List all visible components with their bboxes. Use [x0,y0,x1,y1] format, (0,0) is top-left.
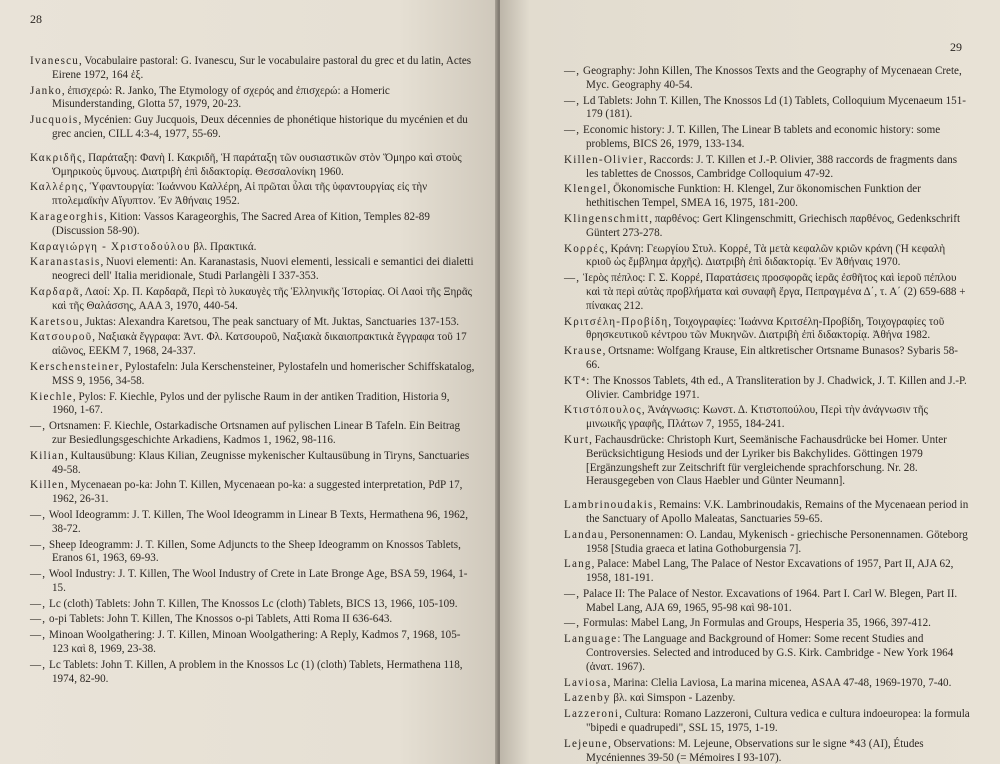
page-number: 28 [30,12,42,26]
entry-text: , Παράταξη: Φανὴ Ι. Κακριδῆ, Ἡ παράταξη τῶν ουσιαστικῶν στὸν Ὅμηρο καὶ στοὺς Ὁμηρικοὺς ὕμνους. Διατριβὴ ἐπὶ διδακτορίᾳ. Θεσσαλονίκη 1960. [52,151,462,178]
entry-heading: —, [30,508,47,521]
entry-text: Geography: John Killen, The Knossos Texts and the Geography of Mycenaean Crete, Myc. Geography 40-54. [580,65,962,91]
entry-text: o-pi Tablets: John T. Killen, The Knossos o-pi Tablets, Atti Roma II 636-643. [46,613,393,626]
bibliography-entry [564,738,970,764]
entry-text: , Pylostafeln: Jula Kerschensteiner, Pylostafeln und homerischer Schiffskatalog, MSS 9, 1956, 34-58. [52,360,475,387]
bibliography-entry [30,539,475,567]
entry-text: , Ökonomische Funktion: H. Klengel, Zur ökonomischen Funktion der hethitischen Tempel, SMEA 16, 1975, 181-200. [586,183,921,210]
entry-heading: Kilian [30,449,65,462]
entry-heading: Κακριδῆς [30,151,83,164]
bibliography-entry [30,629,475,657]
bibliography-entry [30,55,475,83]
bibliography-entry [30,152,475,180]
entry-heading: —, [564,94,581,107]
entry-text: The Knossos Tablets, 4th ed., A Transliteration by J. Chadwick, J. T. Killen and J.-P. Olivier. Cambridge 1971. [586,374,967,401]
entry-heading: Karageorghis [30,210,104,223]
entry-heading: —, [564,65,581,77]
entry-heading: Karanastasis [30,256,101,269]
bibliography-entry [564,499,970,527]
bibliography-entry [30,181,475,209]
entry-text: , Ortsname: Wolfgang Krause, Ein altkretischer Ortsname Bunasos? Sybaris 58-66. [586,345,958,371]
bibliography-entry [30,659,475,687]
bibliography-entry [564,617,970,631]
bibliography-entry [564,243,970,271]
entry-text: Ἱερὸς πέπλος: Γ. Σ. Κορρέ, Παρατάσεις προσφορᾶς ἱερᾶς ἐσθῆτος καὶ ἱεροῦ πέπλου καὶ τὰ περὶ αὐτὰς προβλήματα καὶ συναφῆ ἔργα, Πεπραγμένα Δ΄, τ. Α΄ (2) 659-688 + πίνακας 212. [580,272,966,312]
bibliography-entry [564,213,970,241]
page-number: 29 [950,40,962,54]
bibliography-entry [30,568,475,596]
bibliography-entry [30,598,475,612]
entry-text: , Remains: V.K. Lambrinoudakis, Remains of the Mycenaean period in the Sanctuary of Apollo Maleatas, Sanctuaries 59-65. [586,499,969,525]
entry-heading: Lang [564,558,592,571]
entry-heading: Krause [564,345,603,358]
right-page [500,0,1000,764]
entry-text: , Observations: M. Lejeune, Observations sur le signe *43 (AI), Études Mycéniennes 39-50 (= Mémoires I 93-107). [586,737,924,764]
bibliography-entry [564,272,970,313]
bibliography-entry [564,692,970,706]
entry-text: Lc Tablets: John T. Killen, A problem in the Knossos Lc (1) (cloth) Tablets, Hermathena 118, 1974, 82-90. [46,658,463,685]
bibliography-entry [30,211,475,239]
entry-heading: Lejeune [564,737,609,750]
entry-text: Ld Tablets: John T. Killen, The Knossos Ld (1) Tablets, Colloquium Mycenaeum 151-179 (181). [580,94,966,121]
entry-heading: Klengel [564,183,608,196]
entry-heading: Killen [30,479,65,492]
entry-text: , Kultausübung: Klaus Kilian, Zeugnisse mykenischer Kultausübung in Tiryns, Sanctuaries 49-58. [52,449,470,476]
entry-text: , Palace: Mabel Lang, The Palace of Nestor Excavations of 1957, Part II, AJA 62, 1958, 181-191. [586,558,954,585]
bibliography-entry [30,420,475,448]
entry-text: Sheep Ideogramm: J. T. Killen, Some Adjuncts to the Sheep Ideogramm on Knossos Tablets, Eranos 61, 1963, 69-93. [46,538,461,565]
bibliography-entry [564,375,970,403]
entry-text: βλ. καὶ Simspon - Lazenby. [610,692,736,705]
entry-text: , Ὑφαντουργία: Ἰωάννου Καλλέρη, Αἱ πρῶται ὗλαι τῆς ὑφαντουργίας εἰς τὴν πτολεμαϊκὴν Αἴγυπτον. Ἐν Ἀθήναις 1952. [52,181,428,208]
bibliography-entry [564,633,970,674]
entry-text: Palace II: The Palace of Nestor. Excavations of 1964. Part I. Carl W. Blegen, Part II. Mabel Lang, AJA 69, 1965, 95-98 καὶ 98-101. [580,587,958,614]
bibliography-entry [30,509,475,537]
entry-text: βλ. Πρακτικά. [190,240,257,253]
bibliography-entry [30,256,475,284]
entry-heading: —, [30,538,47,551]
entry-text: Economic history: J. T. Killen, The Linear B tablets and economic history: some problems, BICS 26, 1979, 133-134. [580,124,941,150]
entry-heading: —, [564,617,581,630]
entry-heading: Καραγιώργη - Χριστοδούλου [30,240,191,253]
entry-heading: Καλλέρης [30,181,85,194]
entry-heading: —, [30,613,47,626]
entry-heading: KT⁴: [564,374,591,387]
left-page [0,0,497,764]
bibliography-entry [564,708,970,736]
entry-text: Wool Industry: J. T. Killen, The Wool Industry of Crete in Late Bronge Age, BSA 59, 1964, 1-15. [46,568,468,594]
entry-heading: Language [564,633,618,646]
bibliography-entry [564,316,970,344]
entry-text: , Juktas: Alexandra Karetsou, The peak sanctuary of Mt. Juktas, Sanctuaries 137-153. [79,315,460,328]
entry-heading: Laviosa [564,676,608,689]
bibliography-entry [564,124,970,152]
entry-heading: Klingenschmitt [564,212,650,225]
entry-heading: Lazenby [564,692,611,705]
entry-text: , ἐπισχερώ: R. Janko, The Etymology of σχερός and ἐπισχερώ: a Homeric Misunderstanding, Glotta 57, 1979, 20-23. [52,84,390,111]
entry-text: , παρθένος: Gert Klingenschmitt, Griechisch παρθένος, Gedenkschrift Güntert 273-278. [586,212,961,239]
bibliography-entry [30,331,475,359]
entry-heading: Κατσουροῦ [30,331,93,344]
bibliography-entry [564,183,970,211]
entry-heading: Kerschensteiner [30,360,120,373]
entry-heading: Kurt [564,433,590,446]
entry-heading: Lambrinoudakis [564,499,654,512]
entry-text: , Mycenaean po-ka: John T. Killen, Mycenaean po-ka: a suggested interpretation, PdP 17, 1962, 26-31. [52,479,463,506]
bibliography-entry [30,241,475,255]
bibliography-list [564,65,970,764]
entry-text: , Pylos: F. Kiechle, Pylos und der pylische Raum in der antiken Tradition, Historia 9, 1960, 1-67. [52,390,450,417]
entry-text: : The Language and Background of Homer: Some recent Studies and Controversies. Selected and introduced by G.S. Kirk. Cambridge - New York 1964 (ἀνατ. 1967). [586,633,954,673]
bibliography-entry [564,345,970,373]
entry-heading: Karetsou [30,315,80,328]
bibliography-entry [30,391,475,419]
entry-heading: Lazzeroni [564,708,620,721]
entry-heading: —, [30,420,47,433]
entry-heading: —, [30,597,47,610]
bibliography-entry [30,286,475,314]
entry-text: , Marina: Clelia Laviosa, La marina micenea, ASAA 47-48, 1969-1970, 7-40. [607,676,952,689]
entry-heading: —, [564,272,581,285]
entry-text: , Mycénien: Guy Jucquois, Deux décennies de phonétique historique du mycénien et du grec ancien, CILL 4:3-4, 1977, 55-69. [52,114,468,140]
bibliography-entry [30,450,475,478]
entry-text: , Personennamen: O. Landau, Mykenisch - griechische Personennamen. Göteborg 1958 [Studia graeca et latina Gothoburgensia 7]. [586,528,968,555]
entry-heading: —, [30,629,47,642]
entry-heading: Kiechle [30,390,73,403]
entry-heading: Καρδαρᾶ [30,285,80,298]
entry-heading: Ivanescu [30,55,80,67]
bibliography-entry [564,529,970,557]
bibliography-entry [564,558,970,586]
entry-heading: Jucquois [30,114,79,127]
bibliography-entry [30,114,475,142]
entry-text: Wool Ideogramm: J. T. Killen, The Wool Ideogramm in Linear B Texts, Hermathena 96, 1962, 38-72. [46,508,468,535]
entry-text: , Nuovi elementi: An. Karanastasis, Nuovi elementi, lessicali e semantici dei dialetti neogreci dell' Italia meridionale, Studi Parlangèli I 337-353. [52,256,474,283]
bibliography-entry [30,479,475,507]
entry-text: , Raccords: J. T. Killen et J.-P. Olivier, 388 raccords de fragments dans les tablettes de Cnossos, Cambridge Colloquium 47-92. [586,153,958,180]
entry-text: , Cultura: Romano Lazzeroni, Cultura vedica e cultura indoeuropea: la formula "bipedi e quadrupedi", SSL 15, 1975, 1-19. [586,708,970,735]
bibliography-entry [564,154,970,182]
bibliography-entry [30,85,475,113]
entry-text: Ortsnamen: F. Kiechle, Ostarkadische Ortsnamen auf pylischen Linear B Tafeln. Ein Beitrag zur Besiedlungsgeschichte Arkadiens, Kadmos 1, 1962, 98-116. [46,420,460,446]
entry-text: , Ἀνάγνωσις: Κωνστ. Δ. Κτιστοπούλου, Περὶ τὴν ἀνάγνωσιν τῆς μινωικῆς γραφῆς, Πλάτων 7, 1955, 184-241. [586,404,928,431]
entry-heading: Κριτσέλη-Προβίδη [564,315,669,328]
bibliography-list [30,55,475,686]
entry-text: , Vocabulaire pastoral: G. Ivanescu, Sur le vocabulaire pastoral du grec et du latin, Actes Eirene 1972, 164 ἑξ. [52,55,472,81]
bibliography-entry [564,65,970,93]
entry-heading: Landau [564,528,605,541]
entry-heading: Janko [30,84,62,97]
entry-text: Lc (cloth) Tablets: John T. Killen, The Knossos Lc (cloth) Tablets, BICS 13, 1966, 105-109. [46,597,458,610]
entry-text: , Kition: Vassos Karageorghis, The Sacred Area of Kition, Temples 82-89 (Discussion 58-90). [52,210,430,237]
entry-text: , Λαοί: Χρ. Π. Καρδαρᾶ, Περὶ τὸ λυκαυγὲς τῆς Ἑλληνικῆς Ἱστορίας. Οἱ Λαοὶ τῆς Ξηρᾶς καὶ τῆς Θαλάσσης, ΑΑΑ 3, 1970, 440-54. [52,285,473,312]
entry-text: , Κράνη: Γεωργίου Στυλ. Κορρέ, Τὰ μετὰ κεφαλῶν κριῶν κράνη (Ἡ κεφαλὴ κριοῦ ὡς ἔμβλημα ἀρχῆς). Διατριβὴ ἐπὶ διδακτορίᾳ. Ἐν Ἀθήναις 1970. [586,242,946,269]
entry-text: Minoan Woolgathering: J. T. Killen, Minoan Woolgathering: A Reply, Kadmos 7, 1968, 105-123 καὶ 8, 1969, 23-38. [46,629,461,656]
bibliography-entry [564,434,970,489]
entry-text: , Τοιχογραφίες: Ἰωάννα Κριτσέλη-Προβίδη, Τοιχογραφίες τοῦ θρησκευτικοῦ κέντρου τῶν Μυκηνῶν. Διατριβὴ ἐπὶ διδακτορίᾳ. Ἀθήνα 1982. [586,315,945,342]
entry-heading: —, [30,658,47,671]
entry-text: Formulas: Mabel Lang, Jn Formulas and Groups, Hesperia 35, 1966, 397-412. [580,617,931,630]
entry-heading: —, [564,124,581,137]
entry-text: , Ναξιακὰ ἔγγραφα: Ἀντ. Φλ. Κατσουροῦ, Ναξιακὰ δικαιοπρακτικὰ ἔγγραφα τοῦ 17 αἰῶνος, ΕΕΚΜ 7, 1968, 24-337. [52,331,467,358]
bibliography-entry [564,677,970,691]
bibliography-entry [564,95,970,123]
entry-text: , Fachausdrücke: Christoph Kurt, Seemänische Fachausdrücke bei Homer. Unter Berücksichtigung Hesiods und der Lyriker bis Bakchylides. Göttingen 1979 [Ergänzungsheft zur Zeitschrift für vergleichende sprachforschung. Nr. 28. Herausgegeben von Claus Haebler und Günter Neumann]. [586,433,947,488]
bibliography-entry [564,404,970,432]
entry-heading: —, [564,587,581,600]
entry-heading: Κορρές [564,242,605,255]
bibliography-entry [30,316,475,330]
entry-heading: —, [30,568,47,581]
bibliography-entry [30,361,475,389]
entry-heading: Killen-Olivier [564,153,644,166]
bibliography-entry [564,588,970,616]
entry-heading: Κτιστόπουλος [564,404,642,417]
bibliography-entry [30,613,475,627]
